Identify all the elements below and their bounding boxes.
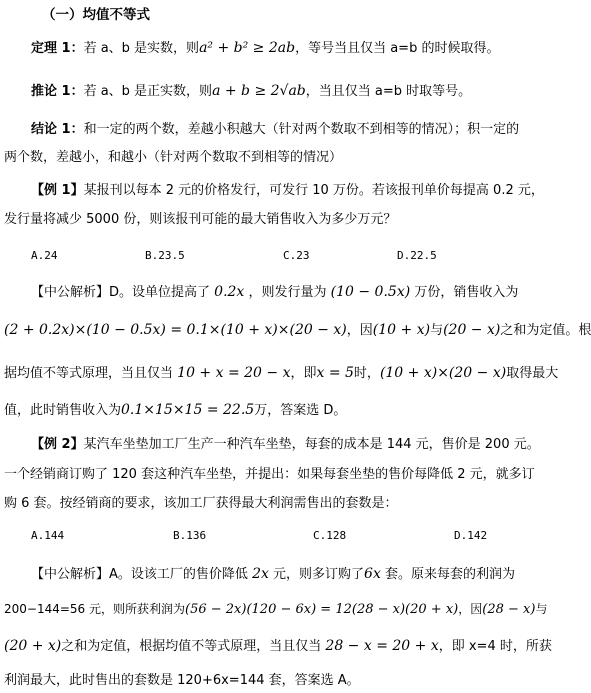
example-1-option-a: A.24 [31, 249, 58, 262]
analysis-text: ，则发行量为 [248, 285, 327, 300]
example-1-tag: 【例 1】 [31, 183, 84, 198]
math-expression: 10 + x = 20 − x [177, 365, 291, 381]
math-expression: (56 − 2x)(120 − 6x) = 12(28 − x)(20 + x) [185, 602, 459, 617]
analysis-text: D。设单位提高了 [109, 285, 211, 300]
example-1-analysis-line-2 [4, 321, 591, 340]
example-2-line-2: 一个经销商订购了 120 套这种汽车坐垫，并提出：如果每套坐垫的售价每降低 2 元，就多订 [4, 467, 535, 482]
example-1-option-c: C.23 [283, 249, 310, 262]
example-1-analysis-line-4 [4, 401, 346, 420]
example-1-analysis-line-3 [4, 364, 558, 383]
analysis-text: ，即 x=4 时，所获 [438, 639, 552, 654]
math-expression: (10 + x) [372, 322, 431, 338]
corollary-formula: a + b ≥ 2√ab [212, 83, 306, 99]
example-2-tag: 【例 2】 [31, 437, 84, 452]
example-1-line-2: 发行量将减少 5000 份，则该报刊可能的最大销售收入为多少万元？ [4, 212, 397, 227]
analysis-text: 值，此时销售收入为 [4, 403, 122, 418]
math-expression: 0.1×15×15 = 22.5 [121, 402, 255, 418]
corollary-label: 推论 1： [31, 84, 84, 99]
analysis-text: 时， [353, 366, 380, 381]
theorem-text-pre: 若 a、b 是实数，则 [83, 41, 200, 56]
analysis-text: 与 [430, 323, 444, 338]
example-1-option-b: B.23.5 [145, 249, 185, 262]
example-2-analysis-line-4: 利润最大，此时售出的套数是 120+6x=144 套，答案选 A。 [4, 673, 360, 688]
analysis-text: A。设该工厂的售价降低 [109, 567, 248, 582]
corollary-text-pre: 若 a、b 是正实数，则 [83, 84, 213, 99]
math-expression: (10 − 0.5x) [330, 284, 411, 300]
example-2-option-d: D.142 [454, 529, 488, 542]
conclusion-1-line-2: 两个数，差越小，和越小（针对两个数取不到相等的情况） [4, 150, 343, 165]
example-2-analysis-line-1 [31, 565, 515, 584]
theorem-1 [31, 39, 499, 58]
example-2-option-a: A.144 [31, 529, 65, 542]
math-expression: 0.2x [214, 284, 245, 300]
analysis-text: 元，则多订购了 [273, 567, 365, 582]
example-1-line-1 [31, 182, 544, 200]
math-expression: (2 + 0.2x)×(10 − 0.5x) = 0.1×(10 + x)×(20 − x) [4, 322, 347, 338]
example-2-option-b: B.136 [173, 529, 207, 542]
math-expression: 6x [364, 566, 381, 582]
analysis-text: 取得最大 [506, 366, 559, 381]
example-1-analysis-line-1 [31, 283, 518, 302]
math-expression: (28 − x) [482, 602, 536, 617]
analysis-text: 万份，销售收入为 [414, 285, 519, 300]
section-heading: （一）均值不等式 [42, 7, 150, 23]
example-1-text-1: 某报刊以每本 2 元的价格发行，可发行 10 万份。若该报刊单价每提高 0.2 元， [83, 183, 544, 198]
analysis-text: 套。原来每套的利润为 [384, 567, 515, 582]
analysis-text: 万，答案选 D。 [254, 403, 347, 418]
corollary-text-post: ，当且仅当 a=b 时取等号。 [305, 84, 472, 99]
theorem-text-post: ，等号当且仅当 a=b 的时候取得。 [295, 41, 500, 56]
analysis-tag: 【中公解析】 [31, 567, 110, 582]
conclusion-label: 结论 1： [31, 122, 84, 137]
analysis-text: 之和为定值。根 [500, 323, 591, 338]
example-2-line-3: 购 6 套。按经销商的要求，该加工厂获得最大利润需售出的套数是： [4, 496, 398, 511]
example-2-option-c: C.128 [313, 529, 347, 542]
conclusion-1-line-1 [31, 121, 519, 139]
analysis-text: ，因 [458, 602, 483, 616]
analysis-text: 200−144=56 元，则所获利润为 [4, 602, 186, 616]
analysis-text: ，即 [290, 366, 317, 381]
analysis-text: 之和为定值，根据均值不等式原理，当且仅当 [61, 639, 322, 654]
example-2-analysis-line-2 [4, 600, 547, 619]
analysis-text: 与 [535, 602, 548, 616]
conclusion-text-1: 和一定的两个数，差越小积越大（针对两个数取不到相等的情况）；积一定的 [83, 122, 520, 137]
analysis-text: 据均值不等式原理，当且仅当 [4, 366, 174, 381]
math-expression: x = 5 [316, 365, 354, 381]
theorem-formula: a² + b² ≥ 2ab [199, 40, 296, 56]
example-1-option-d: D.22.5 [397, 249, 437, 262]
math-expression: 28 − x = 20 + x [325, 638, 439, 654]
theorem-label: 定理 1： [31, 41, 84, 56]
example-2-analysis-line-3 [4, 637, 552, 656]
math-expression: (20 + x) [4, 638, 62, 654]
example-2-line-1 [31, 436, 540, 454]
math-expression: 2x [252, 566, 269, 582]
corollary-1 [31, 82, 471, 101]
analysis-text: ，因 [346, 323, 373, 338]
analysis-tag: 【中公解析】 [31, 285, 110, 300]
math-expression: (20 − x) [443, 322, 501, 338]
math-expression: (10 + x)×(20 − x) [379, 365, 507, 381]
example-2-text-1: 某汽车坐垫加工厂生产一种汽车坐垫，每套的成本是 144 元，售价是 200 元。 [83, 437, 540, 452]
